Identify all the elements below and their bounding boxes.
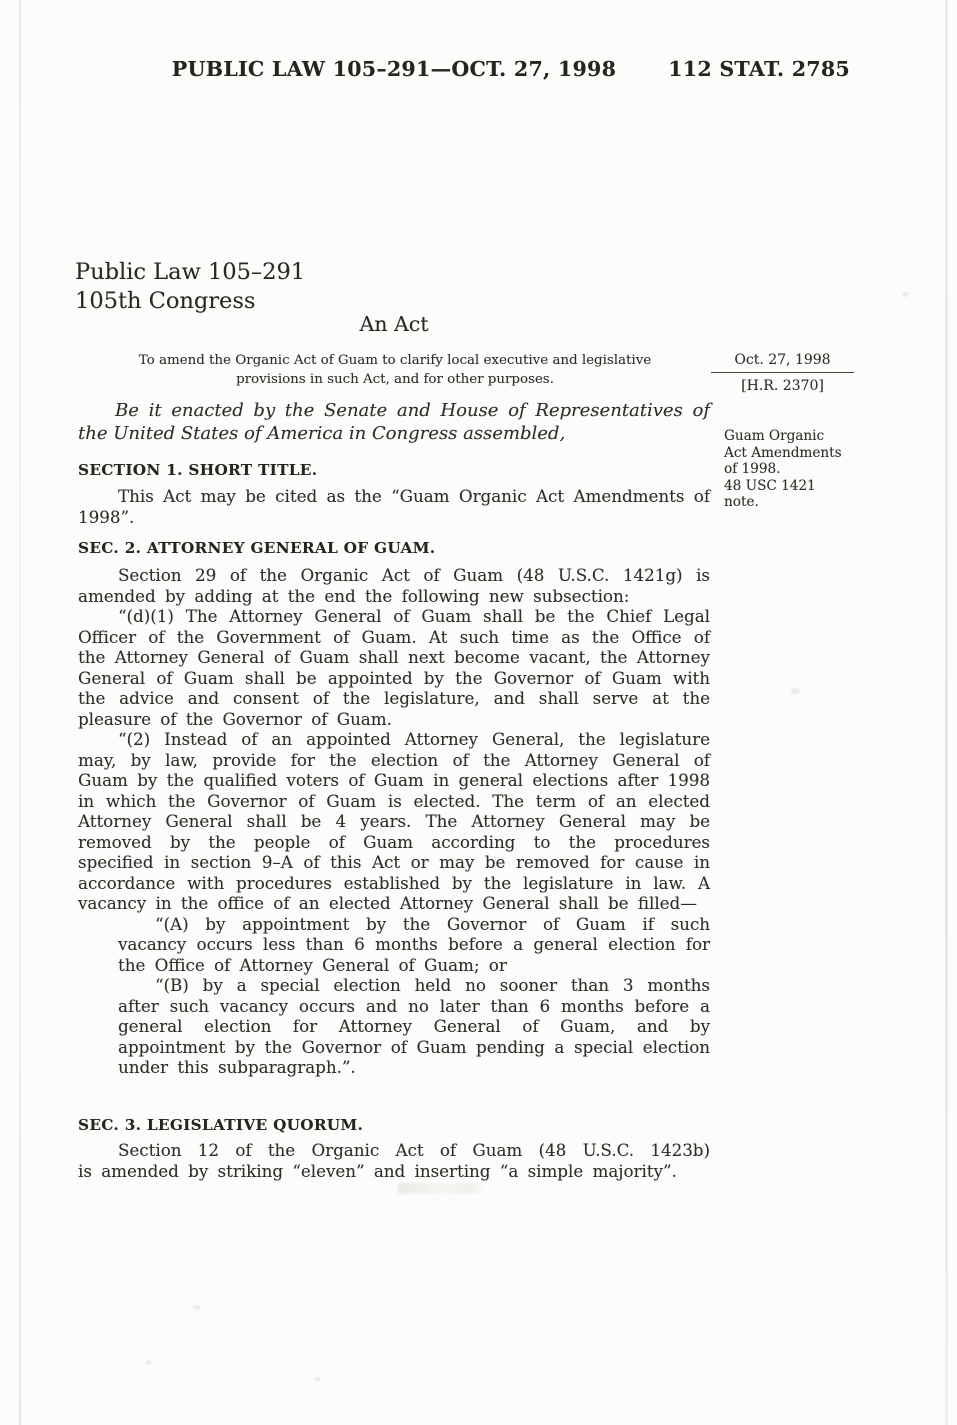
section1-heading: SECTION 1. SHORT TITLE. [78,461,318,479]
scan-speck [791,688,800,694]
margin-note-date: Oct. 27, 1998 [711,352,854,373]
section2-p2-subsection-d1: “(d)(1) The Attorney General of Guam shall be the Chief Legal Officer of the Government of Guam. At such time as the Office of the Attorney General of Guam shall next become vacant, the Attorney General of Guam shall be appointed by the Governor of Guam with the advice and consent of the legislature, and shall serve at the pleasure of the Governor of Guam. [78,606,710,729]
section2-p1: Section 29 of the Organic Act of Guam (48 U.S.C. 1421g) is amended by adding at the end the following new subsection: [78,565,710,606]
section3-paragraph [78,1140,710,1181]
scan-edge-right [945,0,948,1425]
scan-edge-left [19,0,21,1425]
enacting-clause-line2: the United States of America in Congress assembled, [78,422,566,444]
margin-note-popular-name: Guam Organic Act Amendments of 1998. [724,428,842,478]
congress-number: 105th Congress [75,287,256,314]
section1-p1: This Act may be cited as the “Guam Organic Act Amendments of 1998”. [78,486,710,527]
section1-paragraph [78,486,710,527]
section3-heading: SEC. 3. LEGISLATIVE QUORUM. [78,1116,364,1134]
preamble-text: To amend the Organic Act of Guam to clarify local executive and legislative provisions in such Act, and for other purposes. [138,353,652,387]
an-act-heading: An Act [359,312,429,336]
section2-subparagraph-A: “(A) by appointment by the Governor of Guam if such vacancy occurs less than 6 months before a general election for the Office of Attorney General of Guam; or [118,913,710,975]
section2-body [78,565,710,1078]
scan-speck [193,1305,201,1310]
margin-note-date-block [711,352,854,394]
enacting-clause-line1: Be it enacted by the Senate and House of Representatives of [115,400,710,421]
running-head-stat-citation: 112 STAT. 2785 [668,57,850,81]
section3-line1: Section 12 of the Organic Act of Guam (48 U.S.C. 1423b) [118,1140,710,1160]
margin-note-bill-number: [H.R. 2370] [741,378,824,394]
margin-note-usc: 48 USC 1421 note. [724,477,816,511]
section2-p3-subsection-d2: “(2) Instead of an appointed Attorney General, the legislature may, by law, provide for the election of the Attorney General of Guam by the qualified voters of Guam in general elections after 1998 in which the Governor of Guam is elected. The term of an elected Attorney General shall be 4 years. The Attorney General may be removed by the people of Guam according to the procedures specified in section 9–A of this Act or may be removed for cause in accordance with procedures established by the legislature in law. A vacancy in the office of an elected Attorney General shall be filled— [78,729,710,913]
scan-speck [314,1377,321,1381]
law-number: Public Law 105–291 [75,259,306,285]
section3-line2: is amended by striking “eleven” and inserting “a simple majority”. [78,1160,677,1181]
margin-note-popular-name-block [724,428,842,511]
running-head-title: PUBLIC LAW 105–291—OCT. 27, 1998 [171,57,617,81]
ink-bleed-smudge [398,1183,486,1194]
section2-heading: SEC. 2. ATTORNEY GENERAL OF GUAM. [78,539,436,557]
law-title-block [75,258,305,315]
scan-speck [146,1360,152,1365]
scan-speck [902,292,909,297]
section2-subparagraph-B: “(B) by a special election held no sooner than 3 months after such vacancy occurs and no later than 6 months before a general election for Attorney General of Guam, and by appointment by the Governor of Guam pending a special election under this subparagraph.”. [118,975,710,1077]
enacting-clause [78,400,710,445]
